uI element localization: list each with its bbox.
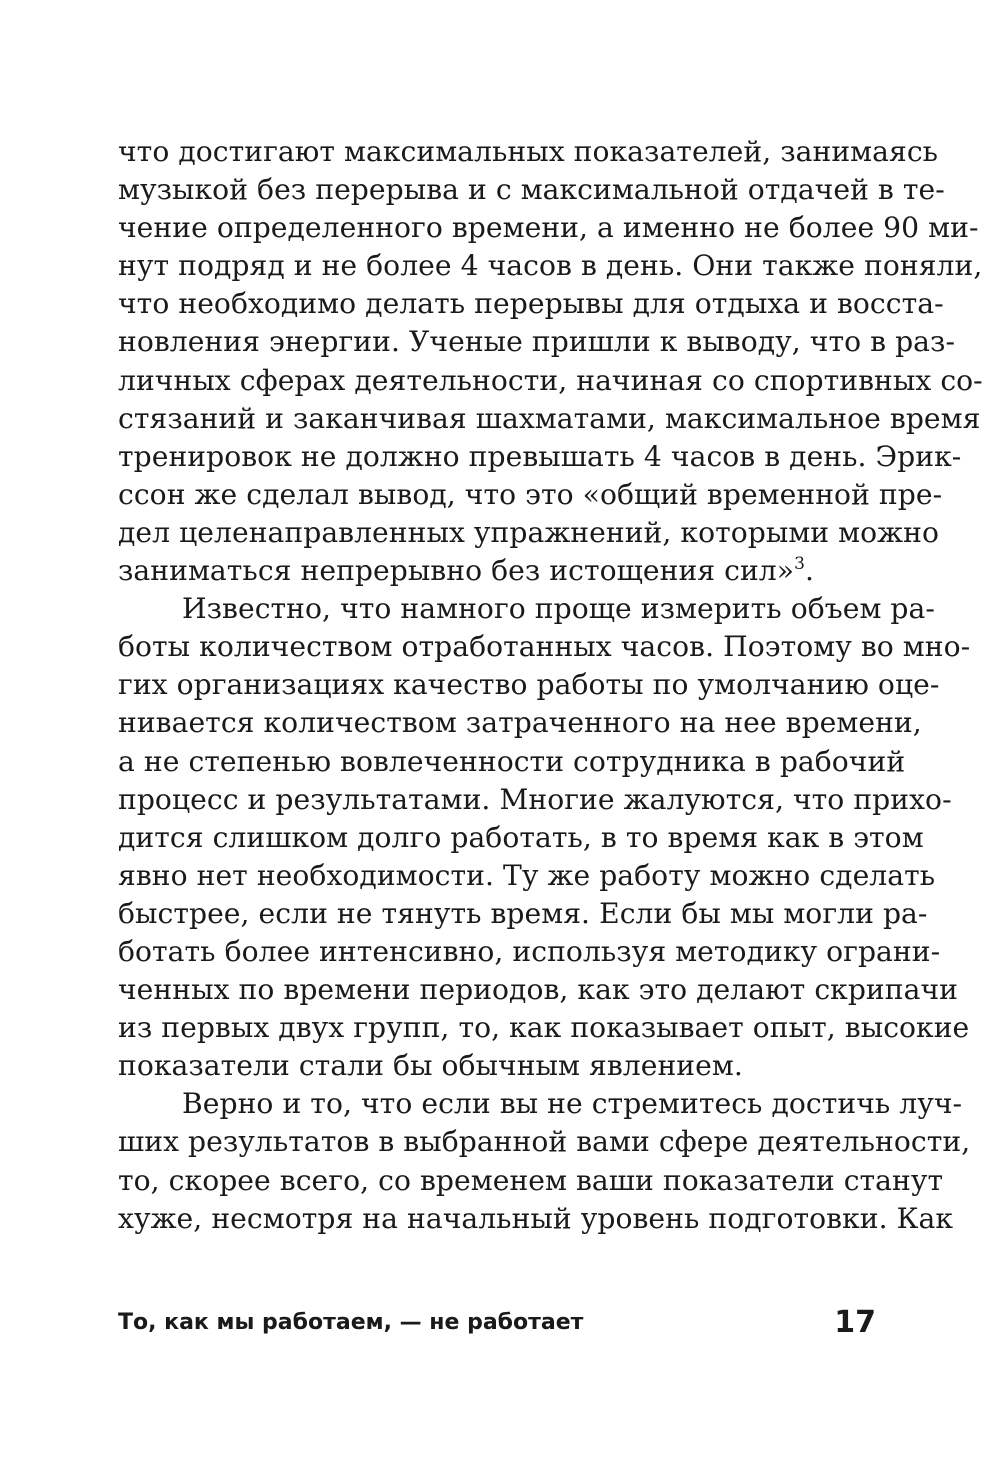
text-line: Известно, что намного проще измерить объем ра-: [182, 592, 935, 626]
text-line: что достигают максимальных показателей, занимаясь: [118, 135, 939, 168]
text-line: ших результатов в выбранной вами сфере деятельности,: [118, 1125, 971, 1159]
text-line: нут подряд и не более 4 часов в день. Они также поняли,: [118, 249, 983, 283]
text-line: ссон же сделал вывод, что это «общий временной пре-: [118, 477, 943, 511]
running-footer-title: То, как мы работаем, — не работает: [118, 1310, 584, 1335]
text-line: то, скорее всего, со временем ваши показатели станут: [118, 1163, 944, 1197]
text-line-with-footnote: [118, 552, 878, 590]
text-line: дел целенаправленных упражнений, которыми можно: [118, 515, 939, 549]
text-line: ботать более интенсивно, используя методику ограни-: [118, 934, 941, 968]
text-line: новления энергии. Ученые пришли к выводу, что в раз-: [118, 325, 956, 359]
text-line: процесс и результатами. Многие жалуются, что прихо-: [118, 782, 952, 816]
text-line: гих организациях качество работы по умолчанию оце-: [118, 668, 940, 702]
text-line: показатели стали бы обычным явлением.: [118, 1049, 743, 1083]
text-line: чение определенного времени, а именно не более 90 ми-: [118, 211, 979, 245]
text-line: дится слишком долго работать, в то время как в этом: [118, 820, 924, 854]
sentence-end: .: [804, 554, 814, 588]
text-line: быстрее, если не тянуть время. Если бы мы могли ра-: [118, 896, 928, 930]
text-line: хуже, несмотря на начальный уровень подготовки. Как: [118, 1201, 953, 1235]
text-line: Верно и то, что если вы не стремитесь достичь луч-: [182, 1087, 963, 1121]
text-line: боты количеством отработанных часов. Поэтому во мно-: [118, 630, 971, 664]
text-line: явно нет необходимости. Ту же работу можно сделать: [118, 858, 936, 892]
body-text: [118, 133, 983, 1238]
text-line-content: заниматься непрерывно без истощения сил»: [118, 554, 795, 588]
footnote-reference[interactable]: 3: [794, 554, 805, 575]
page-number: 17: [834, 1305, 876, 1340]
text-line: стязаний и заканчивая шахматами, максимальное время: [118, 401, 981, 435]
text-line: музыкой без перерыва и с максимальной отдачей в те-: [118, 173, 945, 207]
text-line: тренировок не должно превышать 4 часов в день. Эрик-: [118, 439, 962, 473]
text-line: из первых двух групп, то, как показывает опыт, высокие: [118, 1011, 970, 1045]
text-line: а не степенью вовлеченности сотрудника в рабочий: [118, 744, 906, 778]
text-line: нивается количеством затраченного на нее времени,: [118, 706, 922, 740]
text-line: ченных по времени периодов, как это делают скрипачи: [118, 973, 958, 1007]
text-line: что необходимо делать перерывы для отдыха и восста-: [118, 287, 944, 321]
text-line: личных сферах деятельности, начиная со спортивных со-: [118, 363, 983, 397]
